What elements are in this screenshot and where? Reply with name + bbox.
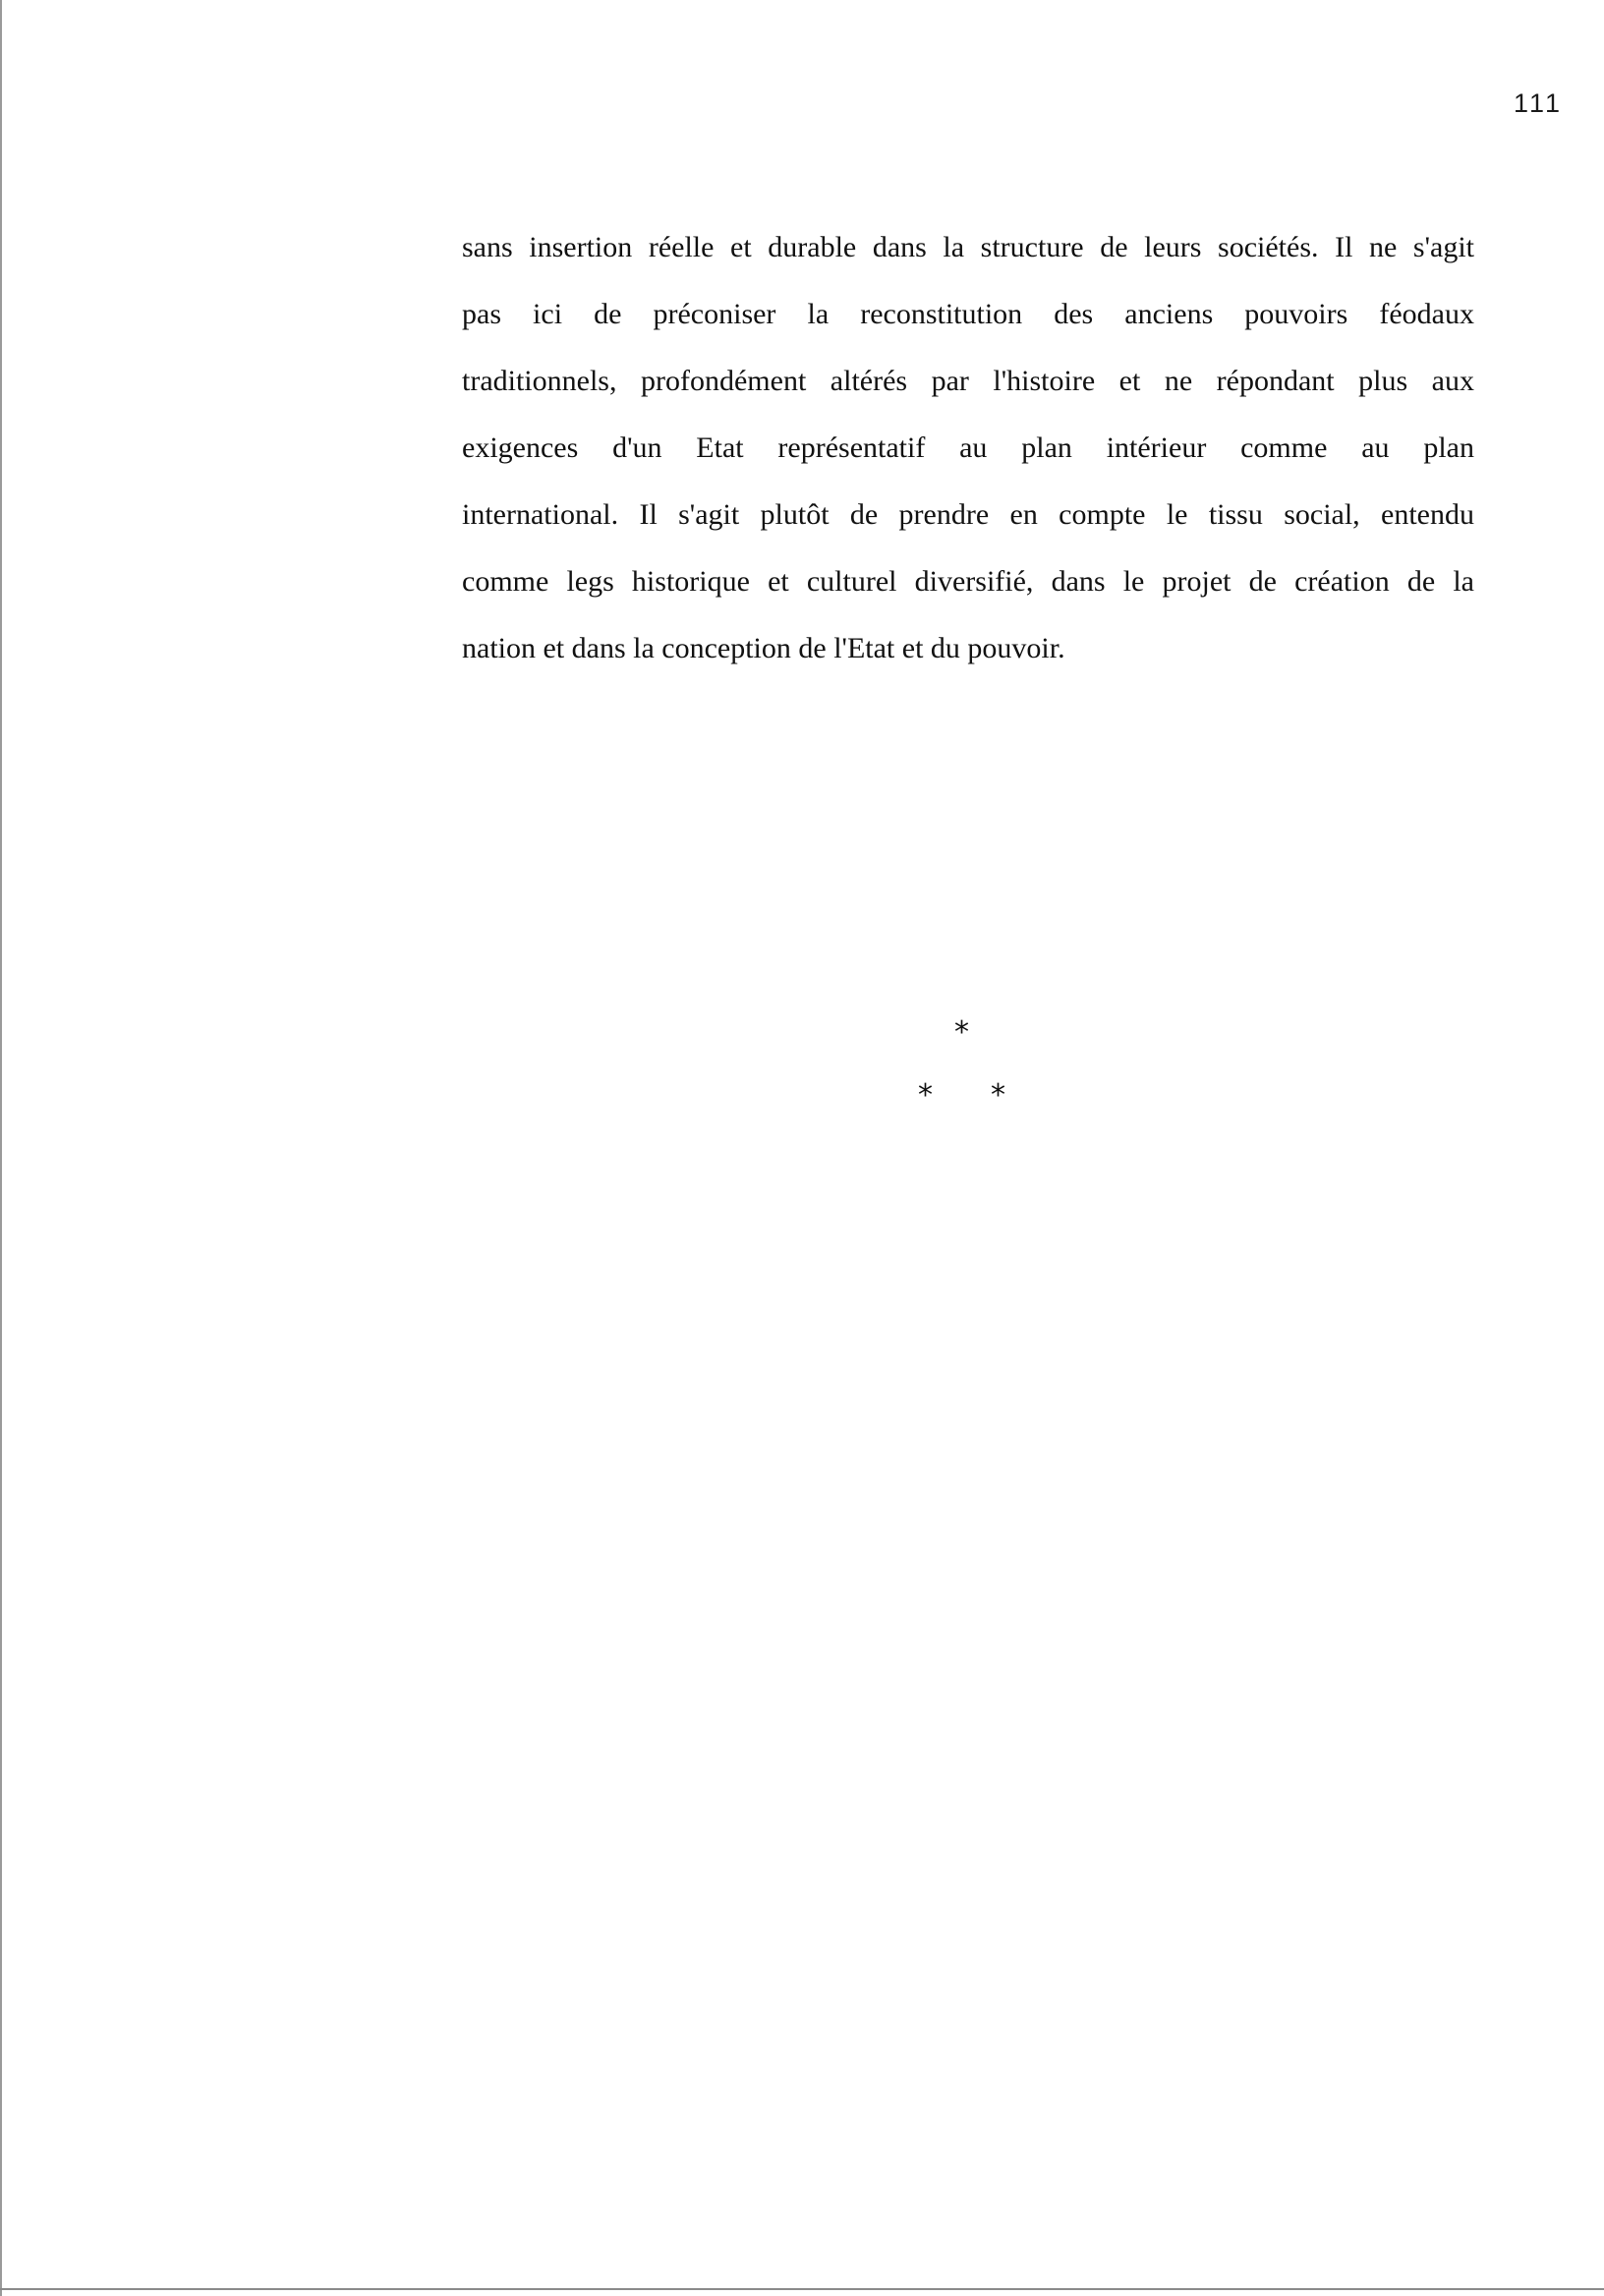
text-line-6: comme legs historique et culturel diversifié, dans le projet de création de la: [462, 565, 1474, 598]
asterism-star-top: *: [954, 1015, 969, 1050]
scan-edge-bottom: [0, 2288, 1604, 2290]
asterism-star-left: *: [918, 1078, 933, 1113]
body-paragraph: [462, 214, 1474, 682]
asterism-star-right: *: [991, 1078, 1005, 1113]
page-number: 111: [1513, 88, 1563, 118]
text-line-3: traditionnels, profondément altérés par l'histoire et ne répondant plus aux: [462, 365, 1474, 397]
text-line-5: international. Il s'agit plutôt de prendre en compte le tissu social, entendu: [462, 498, 1474, 531]
text-line-7: nation et dans la conception de l'Etat et du pouvoir.: [462, 632, 1065, 664]
text-line-4: exigences d'un Etat représentatif au plan intérieur comme au plan: [462, 431, 1474, 464]
text-line-1: sans insertion réelle et durable dans la structure de leurs sociétés. Il ne s'agit: [462, 231, 1474, 263]
scan-edge-left: [0, 0, 2, 2296]
text-line-2: pas ici de préconiser la reconstitution des anciens pouvoirs féodaux: [462, 298, 1474, 330]
